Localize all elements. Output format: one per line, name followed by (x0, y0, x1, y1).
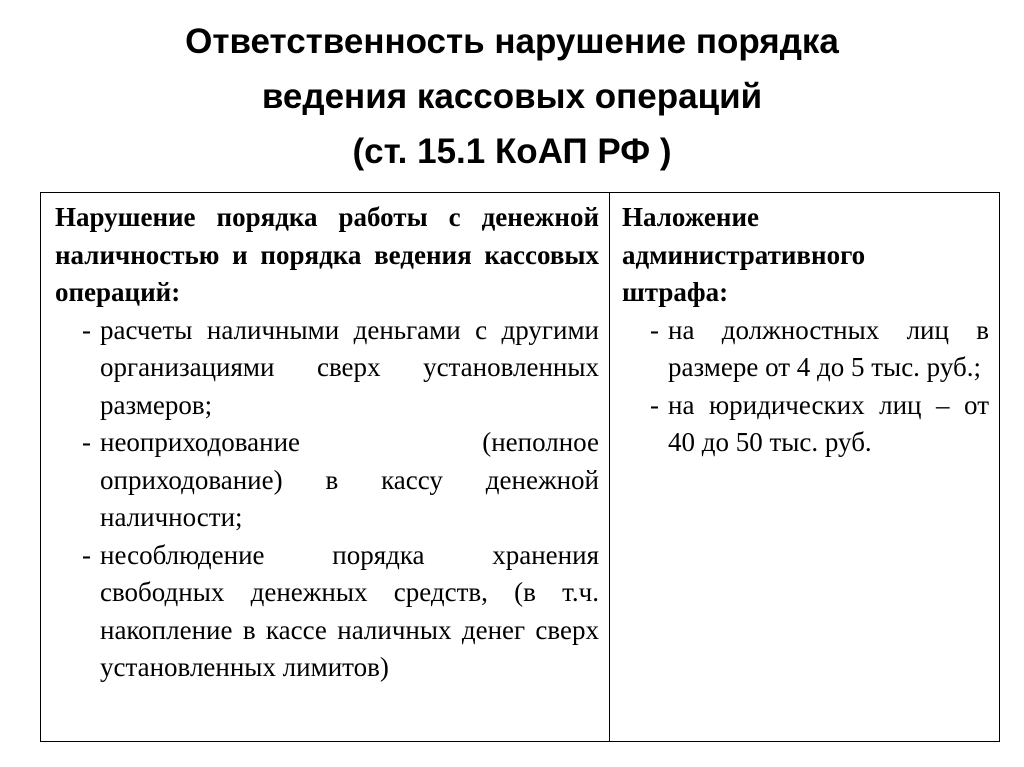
penalty-list (622, 312, 989, 462)
violation-column (41, 193, 610, 741)
slide-title (0, 14, 1024, 179)
violation-heading: Нарушение порядка работы с денежной наличностью и порядка ведения кассовых операций: (55, 202, 599, 307)
violation-list (55, 312, 599, 687)
penalty-heading (622, 199, 989, 312)
list-item-text: расчеты наличными деньгами с другими организациями сверх установленных размеров; (100, 314, 599, 420)
list-dash: - (82, 314, 91, 345)
list-dash: - (82, 427, 91, 457)
list-item (622, 312, 989, 387)
penalty-heading-line-2: административного (622, 239, 866, 270)
liability-table (40, 192, 1000, 742)
list-dash: - (650, 314, 659, 345)
list-item-text: на должностных лиц в размере от 4 до 5 тыс. руб.; (668, 314, 989, 382)
list-item (55, 537, 599, 687)
title-line-1: Ответственность нарушение порядка (185, 22, 839, 61)
list-item-text: на юридических лиц – от 40 до 50 тыс. руб. (668, 389, 989, 457)
list-dash: - (650, 389, 659, 420)
list-item (622, 387, 989, 462)
list-item (55, 312, 599, 425)
penalty-column (610, 193, 999, 741)
title-line-3: (ст. 15.1 КоАП РФ ) (352, 132, 672, 171)
list-dash: - (82, 539, 91, 570)
list-item-text: неоприходование (неполное оприходование) в кассу денежной наличности; (100, 427, 599, 532)
list-item (55, 424, 599, 537)
list-item-text: несоблюдение порядка хранения свободных денежных средств, (в т.ч. накопление в кассе наличных денег сверх установленных лимитов) (100, 539, 599, 682)
title-line-2: ведения кассовых операций (261, 77, 763, 116)
penalty-heading-line-1: Наложение (622, 202, 760, 232)
penalty-heading-line-3: штрафа: (622, 277, 729, 307)
